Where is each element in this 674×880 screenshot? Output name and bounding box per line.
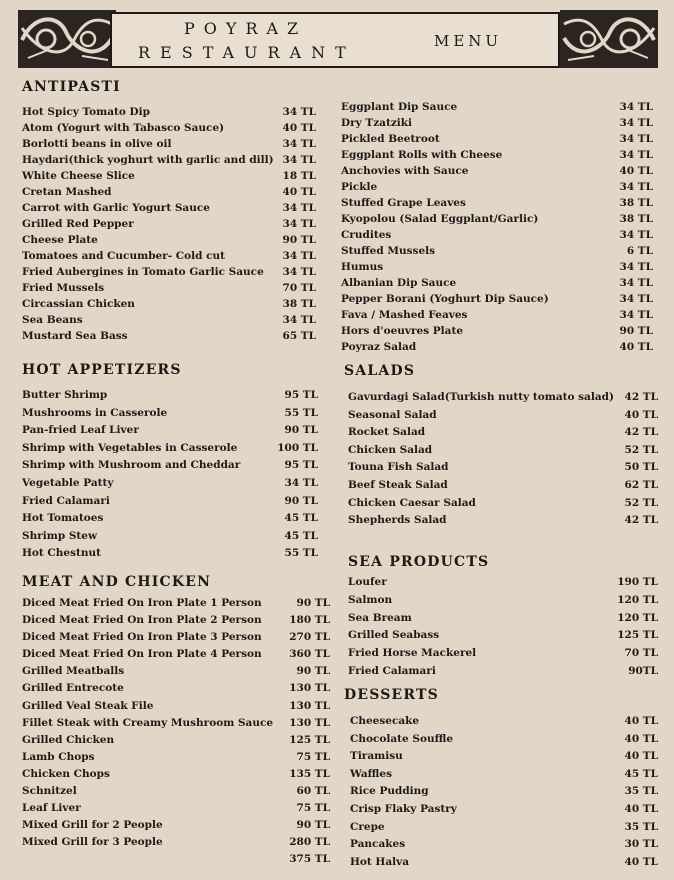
menu-item — [341, 293, 653, 309]
menu-item-name: Carrot with Garlic Yogurt Sauce — [22, 202, 210, 214]
section-title-sea-products: SEA PRODUCTS — [348, 554, 490, 570]
menu-item-price: 6 TL — [626, 245, 653, 257]
menu-item-price: 90 TL — [296, 819, 330, 832]
menu-item-name: Stuffed Mussels — [341, 245, 436, 257]
menu-item-name: Salmon — [348, 593, 393, 606]
menu-item — [22, 314, 316, 330]
menu-header — [18, 10, 658, 68]
menu-item — [350, 821, 658, 839]
menu-item — [350, 785, 658, 803]
menu-item — [341, 325, 653, 341]
menu-item-name: Schnitzel — [22, 785, 77, 798]
menu-item — [22, 631, 330, 648]
menu-item — [348, 665, 658, 683]
restaurant-name-line1: POYRAZ — [184, 19, 308, 38]
menu-item-price: 70 TL — [282, 282, 316, 294]
menu-item-price: 34 TL — [619, 229, 653, 241]
menu-item — [22, 218, 316, 234]
menu-item-name: Loufer — [348, 576, 387, 588]
menu-item-name: Haydari(thick yoghurt with garlic and dill) — [22, 154, 274, 166]
menu-item-name: Leaf Liver — [22, 802, 81, 815]
menu-item — [22, 768, 330, 785]
menu-item-price: 50 TL — [624, 461, 658, 474]
menu-item-price: 130 TL — [289, 699, 330, 712]
menu-item — [341, 213, 653, 229]
menu-item — [341, 117, 653, 133]
menu-item-price: 40 TL — [282, 122, 316, 134]
menu-item — [341, 101, 653, 117]
menu-item-name: Beef Steak Salad — [348, 478, 448, 491]
menu-item — [341, 261, 653, 277]
menu-item-name: Fried Calamari — [348, 664, 436, 677]
menu-item — [22, 234, 316, 250]
menu-item-name: Chicken Chops — [22, 767, 110, 780]
menu-item — [348, 409, 658, 427]
menu-item-name: Diced Meat Fried On Iron Plate 4 Person — [22, 648, 262, 661]
menu-item-name: Tiramisu — [350, 750, 403, 763]
menu-item-name: Cretan Mashed — [22, 186, 112, 198]
menu-item-price: 95 TL — [284, 389, 318, 401]
menu-item — [348, 514, 658, 532]
menu-item-name: Grilled Veal Steak File — [22, 699, 154, 712]
menu-item-name: Mushrooms in Casserole — [22, 406, 168, 419]
menu-item-price: 40 TL — [624, 408, 658, 421]
menu-item-name: Fava / Mashed Feaves — [341, 309, 468, 321]
menu-item — [22, 495, 318, 513]
menu-item — [350, 838, 658, 856]
title-box — [110, 12, 560, 68]
menu-item — [22, 186, 316, 202]
menu-item-price: 34 TL — [619, 133, 653, 145]
menu-item-name: Chocolate Souffle — [350, 732, 453, 745]
menu-item-price: 34 TL — [282, 202, 316, 214]
menu-item-name: Shepherds Salad — [348, 514, 447, 527]
menu-item-name: Touna Fish Salad — [348, 461, 449, 474]
menu-item — [341, 309, 653, 325]
menu-item-price: 55 TL — [284, 547, 318, 560]
menu-item-name: Mixed Grill for 3 People — [22, 836, 163, 849]
menu-item-name: Hot Halva — [350, 855, 410, 868]
menu-item — [348, 594, 658, 612]
menu-item — [350, 733, 658, 751]
menu-item-price: 120 TL — [617, 593, 658, 606]
menu-item-price: 62 TL — [624, 478, 658, 491]
menu-item-price: 60 TL — [296, 785, 330, 798]
section-title-salads: SALADS — [344, 363, 416, 379]
menu-item-price: 90 TL — [282, 234, 316, 246]
antipasti-list-continued — [341, 101, 653, 357]
menu-item-name: Kyopolou (Salad Eggplant/Garlic) — [341, 213, 539, 225]
menu-item — [341, 341, 653, 357]
menu-item-name: Hot Chestnut — [22, 547, 101, 560]
menu-item-name: Waffles — [350, 767, 392, 780]
menu-item-name: Fillet Steak with Creamy Mushroom Sauce — [22, 716, 274, 729]
menu-item-name: Atom (Yogurt with Tabasco Sauce) — [22, 122, 225, 134]
menu-item-name: Albanian Dip Sauce — [341, 277, 457, 289]
menu-item-name: Diced Meat Fried On Iron Plate 2 Person — [22, 614, 262, 627]
menu-item-name: Mustard Sea Bass — [22, 330, 128, 342]
menu-item — [341, 133, 653, 149]
menu-item-price: 34 TL — [282, 154, 316, 166]
menu-item-price: 45 TL — [284, 512, 318, 525]
menu-item-name: Shrimp Stew — [22, 529, 97, 542]
celtic-knot-ornament-left — [18, 10, 116, 68]
menu-item-name: Gavurdagi Salad(Turkish nutty tomato salad) — [348, 391, 614, 403]
menu-item-name: Fried Calamari — [22, 494, 110, 507]
menu-item — [22, 785, 330, 802]
desserts-list — [350, 715, 658, 873]
menu-item-price: 34 TL — [619, 277, 653, 289]
menu-item-name: Sea Bream — [348, 611, 412, 624]
sea-products-list — [348, 576, 658, 683]
menu-item-name: Diced Meat Fried On Iron Plate 1 Person — [22, 597, 262, 609]
menu-item-price: 130 TL — [289, 682, 330, 695]
menu-item — [22, 751, 330, 768]
menu-item — [22, 614, 330, 631]
menu-item-name: Grilled Seabass — [348, 629, 440, 642]
menu-item-name: Circassian Chicken — [22, 298, 135, 310]
menu-item-name: Hors d'oeuvres Plate — [341, 325, 463, 337]
menu-item-price: 42 TL — [624, 514, 658, 527]
menu-item-price: 34 TL — [282, 138, 316, 150]
menu-item — [22, 424, 318, 442]
menu-item — [341, 181, 653, 197]
menu-item-price: 34 TL — [619, 309, 653, 321]
menu-item-price: 70 TL — [624, 647, 658, 660]
menu-item — [348, 576, 658, 594]
menu-item — [22, 282, 316, 298]
menu-item-price: 270 TL — [289, 631, 330, 644]
menu-item — [348, 629, 658, 647]
section-title-antipasti: ANTIPASTI — [22, 79, 121, 95]
menu-item — [350, 715, 658, 733]
menu-item-name: Hot Spicy Tomato Dip — [22, 106, 150, 118]
menu-item — [22, 836, 330, 853]
menu-item-name: Grilled Entrecote — [22, 682, 124, 695]
menu-item — [22, 298, 316, 314]
menu-item-price: 90 TL — [619, 325, 653, 337]
menu-item — [22, 717, 330, 734]
menu-item-name: White Cheese Slice — [22, 170, 135, 182]
menu-label: MENU — [434, 32, 503, 50]
salads-list — [348, 391, 658, 532]
menu-item-price: 34 TL — [619, 181, 653, 193]
menu-item — [22, 734, 330, 751]
menu-item — [348, 461, 658, 479]
menu-item-price: 130 TL — [289, 716, 330, 729]
menu-item — [350, 768, 658, 786]
menu-item-name: Dry Tzatziki — [341, 117, 413, 129]
menu-item — [22, 106, 316, 122]
menu-item — [341, 277, 653, 293]
menu-item-name: Pan-fried Leaf Liver — [22, 424, 139, 437]
menu-item — [22, 250, 316, 266]
menu-item-name: Pancakes — [350, 838, 406, 851]
menu-item — [348, 391, 658, 409]
menu-item-name: Anchovies with Sauce — [341, 165, 469, 177]
menu-item-price: 40 TL — [624, 715, 658, 727]
menu-item-price: 280 TL — [289, 836, 330, 849]
menu-item — [22, 138, 316, 154]
menu-item-price: 34 TL — [619, 149, 653, 161]
menu-item — [22, 330, 316, 346]
menu-item-name: Diced Meat Fried On Iron Plate 3 Person — [22, 631, 262, 644]
menu-item — [348, 479, 658, 497]
menu-item-price: 42 TL — [624, 426, 658, 439]
menu-item-name: Sea Beans — [22, 314, 83, 326]
menu-item — [348, 612, 658, 630]
restaurant-name-line2: RESTAURANT — [138, 43, 356, 62]
menu-item-price: 42 TL — [624, 391, 658, 403]
menu-item — [22, 202, 316, 218]
menu-item-name: Cheese Plate — [22, 234, 98, 246]
menu-item — [341, 149, 653, 165]
celtic-knot-ornament-right — [560, 10, 658, 68]
menu-item — [22, 407, 318, 425]
menu-item-name: Stuffed Grape Leaves — [341, 197, 466, 209]
menu-item — [22, 530, 318, 548]
menu-item-name: Crudites — [341, 229, 392, 241]
menu-item-name: Shrimp with Vegetables in Casserole — [22, 441, 238, 454]
menu-item-name: Pickle — [341, 181, 378, 193]
menu-item — [22, 154, 316, 170]
menu-item — [22, 122, 316, 138]
menu-item-price: 190 TL — [617, 576, 658, 588]
menu-item-price: 34 TL — [619, 101, 653, 113]
menu-item — [350, 750, 658, 768]
menu-item — [22, 700, 330, 717]
menu-item-name: Fried Aubergines in Tomato Garlic Sauce — [22, 266, 264, 278]
menu-item — [22, 547, 318, 565]
menu-item-price: 40 TL — [619, 165, 653, 177]
menu-item-name: Pickled Beetroot — [341, 133, 440, 145]
menu-item-price: 34 TL — [619, 117, 653, 129]
menu-item-name: Cheesecake — [350, 715, 420, 727]
menu-item-price: 90 TL — [296, 597, 330, 609]
menu-item-price: 35 TL — [624, 785, 658, 798]
menu-item — [348, 426, 658, 444]
menu-item-name: Fried Horse Mackerel — [348, 647, 477, 660]
antipasti-list — [22, 106, 316, 346]
menu-item-price: 30 TL — [624, 838, 658, 851]
menu-item — [22, 682, 330, 699]
menu-item-name: Crepe — [350, 820, 385, 833]
menu-item-name: Fried Mussels — [22, 282, 105, 294]
menu-item-price: 38 TL — [282, 298, 316, 310]
menu-item-name: Borlotti beans in olive oil — [22, 138, 172, 150]
menu-item-price: 40 TL — [624, 732, 658, 745]
menu-item — [348, 647, 658, 665]
menu-item-price: 34 TL — [619, 293, 653, 305]
menu-item-price: 90 TL — [284, 494, 318, 507]
menu-item — [350, 856, 658, 874]
menu-item-price: 75 TL — [296, 750, 330, 763]
menu-item — [22, 266, 316, 282]
menu-item — [22, 648, 330, 665]
menu-item-price: 52 TL — [624, 496, 658, 509]
menu-item — [22, 819, 330, 836]
menu-item-name: Chicken Caesar Salad — [348, 496, 476, 509]
menu-item-name: Chicken Salad — [348, 443, 433, 456]
menu-item-price: 35 TL — [624, 820, 658, 833]
menu-item-price: 40 TL — [619, 341, 653, 353]
menu-item-price: 45 TL — [624, 767, 658, 780]
menu-item-price: 40 TL — [624, 802, 658, 815]
menu-item-price: 65 TL — [282, 330, 316, 342]
menu-item — [341, 197, 653, 213]
menu-item — [22, 459, 318, 477]
menu-item-price: 95 TL — [284, 459, 318, 472]
menu-item — [341, 165, 653, 181]
menu-item-name: Poyraz Salad — [341, 341, 417, 353]
hot-appetizers-list — [22, 389, 318, 565]
menu-item-name: Vegetable Patty — [22, 476, 114, 489]
menu-item-price: 18 TL — [282, 170, 316, 182]
menu-item — [22, 170, 316, 186]
menu-item-price: 125 TL — [289, 733, 330, 746]
menu-item — [22, 597, 330, 614]
meat-chicken-list — [22, 597, 330, 871]
menu-item — [22, 477, 318, 495]
menu-item-name: Tomatoes and Cucumber- Cold cut — [22, 250, 225, 262]
menu-item-name: Hot Tomatoes — [22, 512, 104, 525]
menu-item — [348, 444, 658, 462]
menu-item-name: Lamb Chops — [22, 750, 95, 763]
menu-item-price: 100 TL — [277, 441, 318, 454]
menu-item-price: 34 TL — [282, 106, 316, 118]
menu-item-price: 34 TL — [619, 261, 653, 273]
menu-item-price: 40 TL — [624, 855, 658, 868]
menu-item-price: 34 TL — [284, 476, 318, 489]
menu-item-price: 125 TL — [617, 629, 658, 642]
menu-item-price: 52 TL — [624, 443, 658, 456]
menu-item-name: Humus — [341, 261, 384, 273]
menu-item-price: 360 TL — [289, 648, 330, 661]
menu-item-price: 38 TL — [619, 197, 653, 209]
menu-item-name: Butter Shrimp — [22, 389, 108, 401]
menu-item-price: 45 TL — [284, 529, 318, 542]
menu-item-name: Eggplant Dip Sauce — [341, 101, 458, 113]
menu-item-price: 34 TL — [282, 250, 316, 262]
menu-item-name: Rocket Salad — [348, 426, 426, 439]
menu-item-price: 38 TL — [619, 213, 653, 225]
menu-item-name: Grilled Red Pepper — [22, 218, 134, 230]
menu-item-price: 135 TL — [289, 767, 330, 780]
menu-item — [341, 229, 653, 245]
menu-item — [22, 802, 330, 819]
menu-item — [22, 442, 318, 460]
menu-item-price: 180 TL — [289, 614, 330, 627]
menu-item-name: Shrimp with Mushroom and Cheddar — [22, 459, 241, 472]
menu-item-name: Pepper Borani (Yoghurt Dip Sauce) — [341, 293, 549, 305]
menu-item-name: Rice Pudding — [350, 785, 429, 798]
menu-item-name: Seasonal Salad — [348, 408, 437, 421]
menu-item-name: Mixed Grill for 2 People — [22, 819, 163, 832]
menu-item — [341, 245, 653, 261]
menu-item-price: 90TL — [628, 664, 658, 677]
menu-item-price: 40 TL — [624, 750, 658, 763]
menu-item — [22, 853, 330, 870]
menu-item-price: 55 TL — [284, 406, 318, 419]
menu-item-price: 90 TL — [284, 424, 318, 437]
menu-item-name: Grilled Chicken — [22, 733, 115, 746]
section-title-hot-appetizers: HOT APPETIZERS — [22, 362, 182, 378]
menu-item — [22, 512, 318, 530]
menu-item — [22, 389, 318, 407]
menu-item-name: Eggplant Rolls with Cheese — [341, 149, 503, 161]
menu-item-name: Grilled Meatballs — [22, 665, 125, 678]
menu-item — [348, 497, 658, 515]
menu-item-price: 34 TL — [282, 314, 316, 326]
menu-item-name: Crisp Flaky Pastry — [350, 802, 457, 815]
menu-item — [22, 665, 330, 682]
menu-item-price: 34 TL — [282, 218, 316, 230]
menu-item-price: 90 TL — [296, 665, 330, 678]
menu-item-price: 75 TL — [296, 802, 330, 815]
menu-item-price: 375 TL — [289, 853, 330, 866]
menu-item — [350, 803, 658, 821]
section-title-meat-chicken: MEAT AND CHICKEN — [22, 574, 212, 590]
menu-item-price: 120 TL — [617, 611, 658, 624]
menu-item-price: 34 TL — [282, 266, 316, 278]
section-title-desserts: DESSERTS — [344, 687, 439, 703]
menu-item-price: 40 TL — [282, 186, 316, 198]
